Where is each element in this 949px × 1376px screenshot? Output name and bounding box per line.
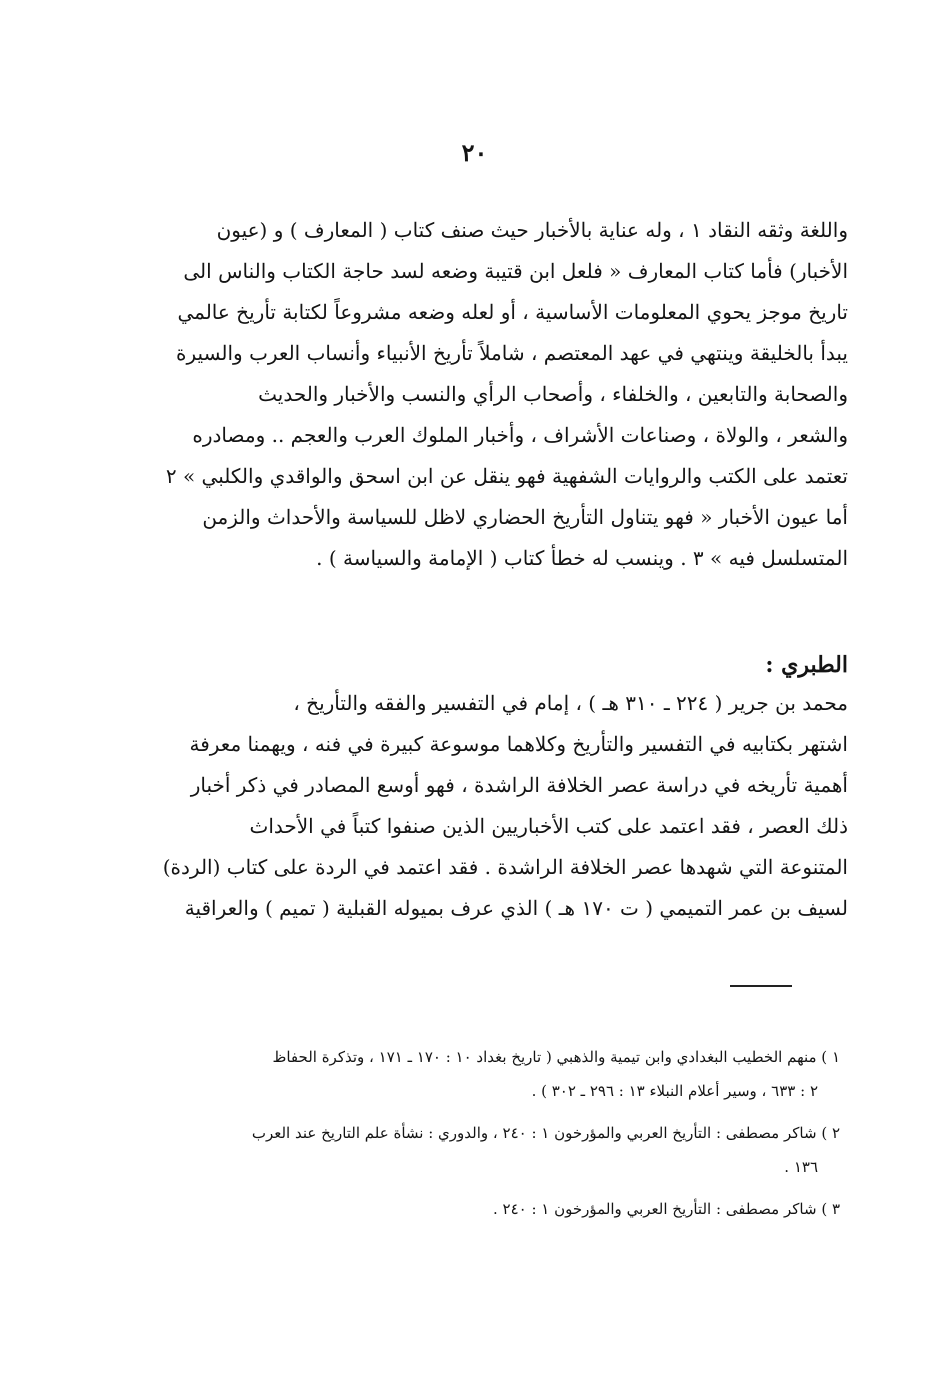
text-line: واللغة وثقه النقاد ١ ، وله عناية بالأخبار حيث صنف كتاب ( المعارف ) و (عيون (216, 218, 848, 242)
footnote-1-continuation: ٢ : ٦٣٣ ، وسير أعلام النبلاء ١٣ : ٢٩٦ ـ ٣٠٢ ) . (531, 1082, 818, 1100)
footnotes (120, 1040, 840, 1226)
text-line: المتنوعة التي شهدها عصر الخلافة الراشدة . فقد اعتمد في الردة على كتاب (الردة) (162, 855, 848, 879)
text-line: محمد بن جرير ( ٢٢٤ ـ ٣١٠ هـ ) ، إمام في التفسير والفقه والتأريخ ، (293, 691, 848, 715)
text-line: الأخبار) فأما كتاب المعارف « فلعل ابن قتيبة وضعه لسد حاجة الكتاب والناس الى (183, 259, 848, 283)
text-line: أهمية تأريخه في دراسة عصر الخلافة الراشدة ، فهو أوسع المصادر في ذكر أخبار (190, 773, 848, 797)
text-line: تعتمد على الكتب والروايات الشفهية فهو ينقل عن ابن اسحق والواقدي والكلبي » ٢ (165, 464, 848, 488)
text-line: لسيف بن عمر التميمي ( ت ١٧٠ هـ ) الذي عرف بميوله القبلية ( تميم ) والعراقية (184, 896, 848, 920)
footnote-2: ٢ ) شاكر مصطفى : التأريخ العربي والمؤرخون ١ : ٢٤٠ ، والدوري : نشأة علم التاريخ عند العرب (251, 1124, 840, 1142)
footnote-2-continuation: ١٣٦ . (784, 1158, 818, 1176)
text-line: والصحابة والتابعين ، والخلفاء ، وأصحاب الرأي والنسب والأخبار والحديث (258, 382, 848, 406)
text-line: اشتهر بكتابيه في التفسير والتأريخ وكلاهما موسوعة كبيرة في فنه ، ويهمنا معرفة (189, 732, 848, 756)
text-line: المتسلسل فيه » ٣ . وينسب له خطأ كتاب ( الإمامة والسياسة ) . (316, 546, 848, 570)
section-heading: الطبري : (765, 652, 848, 678)
text-line: يبدأ بالخليقة وينتهي في عهد المعتصم ، شاملاً تأريخ الأنبياء وأنساب العرب والسيرة (176, 341, 848, 365)
footnote-divider (730, 985, 792, 987)
text-line: أما عيون الأخبار « فهو يتناول التأريخ الحضاري لاظل للسياسة والأحداث والزمن (202, 505, 848, 529)
text-line: ذلك العصر ، فقد اعتمد على كتب الأخباريين الذين صنفوا كتباً في الأحداث (249, 814, 848, 838)
paragraph-ibn-qutayba (88, 210, 848, 579)
text-line: تاريخ موجز يحوي المعلومات الأساسية ، أو لعله وضعه مشروعاً لكتابة تأريخ عالمي (177, 300, 848, 324)
text-line: والشعر ، والولاة ، وصناعات الأشراف ، وأخبار الملوك العرب والعجم .. ومصادره (192, 423, 848, 447)
paragraph-tabari (88, 683, 848, 929)
page-number: ٢٠ (461, 138, 488, 167)
footnote-1: ١ ) منهم الخطيب البغدادي وابن تيمية والذهبي ( تاريخ بغداد ١٠ : ١٧٠ ـ ١٧١ ، وتذكرة الحفاظ (272, 1048, 840, 1066)
footnote-3: ٣ ) شاكر مصطفى : التأريخ العربي والمؤرخون ١ : ٢٤٠ . (492, 1200, 840, 1218)
